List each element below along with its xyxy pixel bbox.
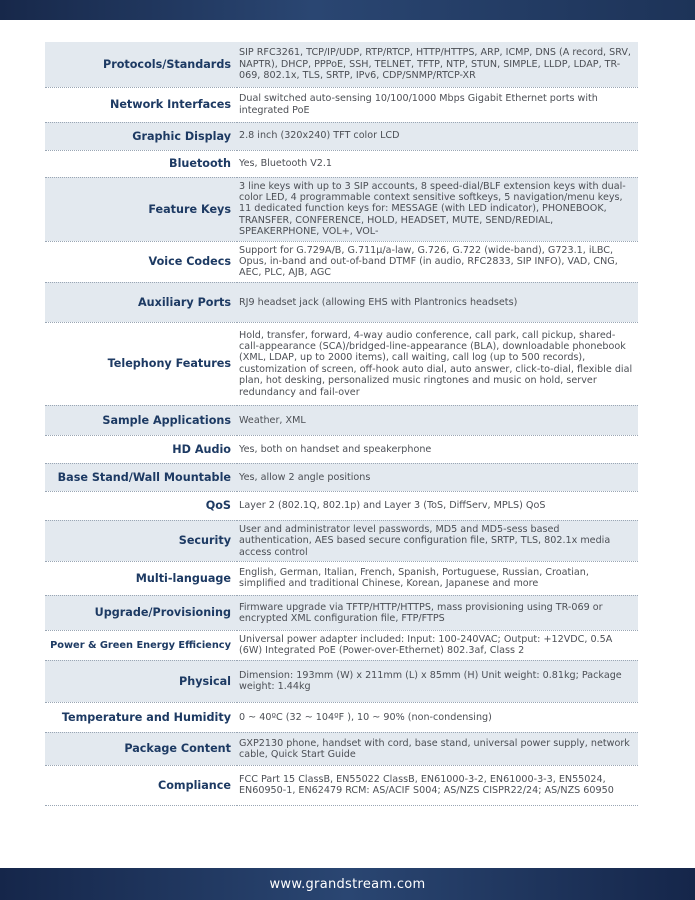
spec-label: Security [45,520,237,561]
spec-label: Bluetooth [45,150,237,177]
spec-row-compliance [45,765,638,805]
spec-row-auxiliary-ports [45,282,638,322]
spec-value: User and administrator level passwords, MD5 and MD5-sess based authentication, AES based secure configuration file, SRTP, TLS, 802.1x media access control [237,520,638,561]
spec-row-security [45,520,638,561]
spec-value: Layer 2 (802.1Q, 802.1p) and Layer 3 (ToS, DiffServ, MPLS) QoS [237,491,638,520]
spec-value: Yes, allow 2 angle positions [237,463,638,491]
spec-row-voice-codecs [45,241,638,282]
spec-label: Package Content [45,732,237,765]
spec-row-power [45,630,638,660]
spec-label: QoS [45,491,237,520]
spec-row-feature-keys [45,177,638,241]
spec-value: 0 ~ 40ºC (32 ~ 104ºF ), 10 ~ 90% (non-condensing) [237,702,638,732]
spec-label: Graphic Display [45,122,237,150]
spec-value: Weather, XML [237,405,638,435]
spec-row-qos [45,491,638,520]
spec-label: Telephony Features [45,322,237,405]
spec-value: 2.8 inch (320x240) TFT color LCD [237,122,638,150]
spec-value: 3 line keys with up to 3 SIP accounts, 8 speed-dial/BLF extension keys with dual-color LED, 4 programmable context sensitive softkeys, 5 navigation/menu keys, 11 dedicated function keys for: MESSAGE (with LED indicator), PHONEBOOK, TRANSFER, CONFERENCE, HOLD, HEADSET, MUTE, SEND/REDIAL, SPEAKERPHONE, VOL+, VOL- [237,177,638,241]
spec-row-upgrade-provisioning [45,595,638,630]
spec-row-bluetooth [45,150,638,177]
spec-label: Compliance [45,765,237,805]
spec-row-multi-language [45,561,638,595]
spec-value: SIP RFC3261, TCP/IP/UDP, RTP/RTCP, HTTP/HTTPS, ARP, ICMP, DNS (A record, SRV, NAPTR), DHCP, PPPoE, SSH, TELNET, TFTP, NTP, STUN, SIMPLE, LLDP, LDAP, TR-069, 802.1x, TLS, SRTP, IPv6, CDP/SNMP/RTCP-XR [237,42,638,87]
spec-value: Hold, transfer, forward, 4-way audio conference, call park, call pickup, shared-call-appearance (SCA)/bridged-line-appearance (BLA), downloadable phonebook (XML, LDAP, up to 2000 items), call waiting, call log (up to 500 records), customization of screen, off-hook auto dial, auto answer, click-to-dial, flexible dial plan, hot desking, personalized music ringtones and music on hold, server redundancy and fail-over [237,322,638,405]
footer-banner [0,868,695,900]
spec-row-network-interfaces [45,87,638,122]
spec-value: Universal power adapter included: Input: 100-240VAC; Output: +12VDC, 0.5A (6W) Integrated PoE (Power-over-Ethernet) 802.3af, Class 2 [237,630,638,660]
spec-value: GXP2130 phone, handset with cord, base stand, universal power supply, network cable, Quick Start Guide [237,732,638,765]
spec-value: Yes, both on handset and speakerphone [237,435,638,463]
spec-label: Feature Keys [45,177,237,241]
spec-label: Sample Applications [45,405,237,435]
spec-row-telephony-features [45,322,638,405]
spec-value: English, German, Italian, French, Spanish, Portuguese, Russian, Croatian, simplified and traditional Chinese, Korean, Japanese and more [237,561,638,595]
spec-label: Multi-language [45,561,237,595]
spec-label: HD Audio [45,435,237,463]
spec-row-hd-audio [45,435,638,463]
spec-label: Physical [45,660,237,702]
spec-row-temperature [45,702,638,732]
spec-label: Temperature and Humidity [45,702,237,732]
spec-value: Support for G.729A/B, G.711μ/a-law, G.726, G.722 (wide-band), G723.1, iLBC, Opus, in-band and out-of-band DTMF (in audio, RFC2833, SIP INFO), VAD, CNG, AEC, PLC, AJB, AGC [237,241,638,282]
spec-label: Base Stand/Wall Mountable [45,463,237,491]
spec-label: Power & Green Energy Efficiency [45,630,237,660]
spec-label: Auxiliary Ports [45,282,237,322]
website-link[interactable]: www.grandstream.com [269,876,426,892]
spec-row-base-stand [45,463,638,491]
top-banner [0,0,695,20]
spec-table [45,42,638,806]
spec-value: Firmware upgrade via TFTP/HTTP/HTTPS, mass provisioning using TR-069 or encrypted XML configuration file, FTP/FTPS [237,595,638,630]
spec-value: Dual switched auto-sensing 10/100/1000 Mbps Gigabit Ethernet ports with integrated PoE [237,87,638,122]
spec-value: FCC Part 15 ClassB, EN55022 ClassB, EN61000-3-2, EN61000-3-3, EN55024, EN60950-1, EN62479 RCM: AS/ACIF S004; AS/NZS CISPR22/24; AS/NZS 60950 [237,765,638,805]
spec-label: Network Interfaces [45,87,237,122]
spec-row-protocols [45,42,638,87]
spec-label: Protocols/Standards [45,42,237,87]
spec-value: Yes, Bluetooth V2.1 [237,150,638,177]
spec-row-physical [45,660,638,702]
spec-value: Dimension: 193mm (W) x 211mm (L) x 85mm (H) Unit weight: 0.81kg; Package weight: 1.44kg [237,660,638,702]
spec-row-package-content [45,732,638,765]
spec-label: Voice Codecs [45,241,237,282]
spec-row-sample-applications [45,405,638,435]
spec-label: Upgrade/Provisioning [45,595,237,630]
spec-value: RJ9 headset jack (allowing EHS with Plantronics headsets) [237,282,638,322]
spec-row-graphic-display [45,122,638,150]
